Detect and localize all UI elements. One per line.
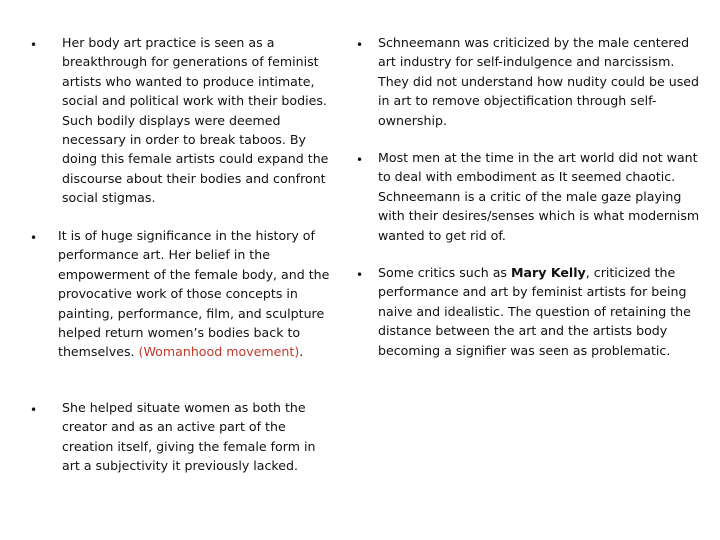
right-paragraph-1-text: Schneemann was criticized by the male centered art industry for self-indulgence and narcissism. They did not understand how nudity could be used in art to remove objectification through self-ownership. bbox=[378, 35, 700, 128]
left-paragraph-2 bbox=[58, 226, 330, 362]
left-paragraph-2-text: It is of huge significance in the history of performance art. Her belief in the empowerment of the female body, and the provocative work of those concepts in painting, performance, film, and sculpture helped return women’s bodies back to themselves. bbox=[58, 228, 330, 360]
right-paragraph-3 bbox=[378, 263, 702, 360]
left-paragraph-3 bbox=[62, 398, 330, 476]
bullet-icon: • bbox=[30, 403, 38, 417]
mary-kelly-name: Mary Kelly bbox=[511, 265, 586, 280]
right-paragraph-3-lead: Some critics such as bbox=[378, 265, 507, 280]
left-paragraph-2-trail: . bbox=[299, 344, 304, 360]
bullet-icon: • bbox=[356, 153, 364, 167]
bullet-icon: • bbox=[356, 268, 364, 282]
right-paragraph-3-text: , criticized the performance and art by feminist artists for being naive and idealistic. The question of retaining the distance between the art and the artists body becoming a signifier was seen as problematic. bbox=[378, 265, 691, 358]
right-paragraph-2-text: Most men at the time in the art world did not want to deal with embodiment as It seemed chaotic. Schneemann is a critic of the male gaze playing with their desires/senses which is what modernism wanted to get rid of. bbox=[378, 150, 700, 243]
left-paragraph-3-text: She helped situate women as both the creator and as an active part of the creation itself, giving the female form in art a subjectivity it previously lacked. bbox=[62, 400, 316, 474]
bullet-icon: • bbox=[356, 38, 364, 52]
bullet-icon: • bbox=[30, 231, 38, 245]
bullet-icon: • bbox=[30, 38, 38, 52]
right-paragraph-1 bbox=[378, 33, 702, 130]
womanhood-movement-highlight: (Womanhood movement) bbox=[138, 344, 300, 360]
left-paragraph-1-text: Her body art practice is seen as a breakthrough for generations of feminist artists who wanted to produce intimate, social and political work with their bodies. Such bodily displays were deemed necessary in order to break taboos. By doing this female artists could expand the discourse about their bodies and confront social stigmas. bbox=[62, 35, 329, 206]
left-paragraph-1 bbox=[62, 33, 330, 208]
right-paragraph-2 bbox=[378, 148, 702, 245]
